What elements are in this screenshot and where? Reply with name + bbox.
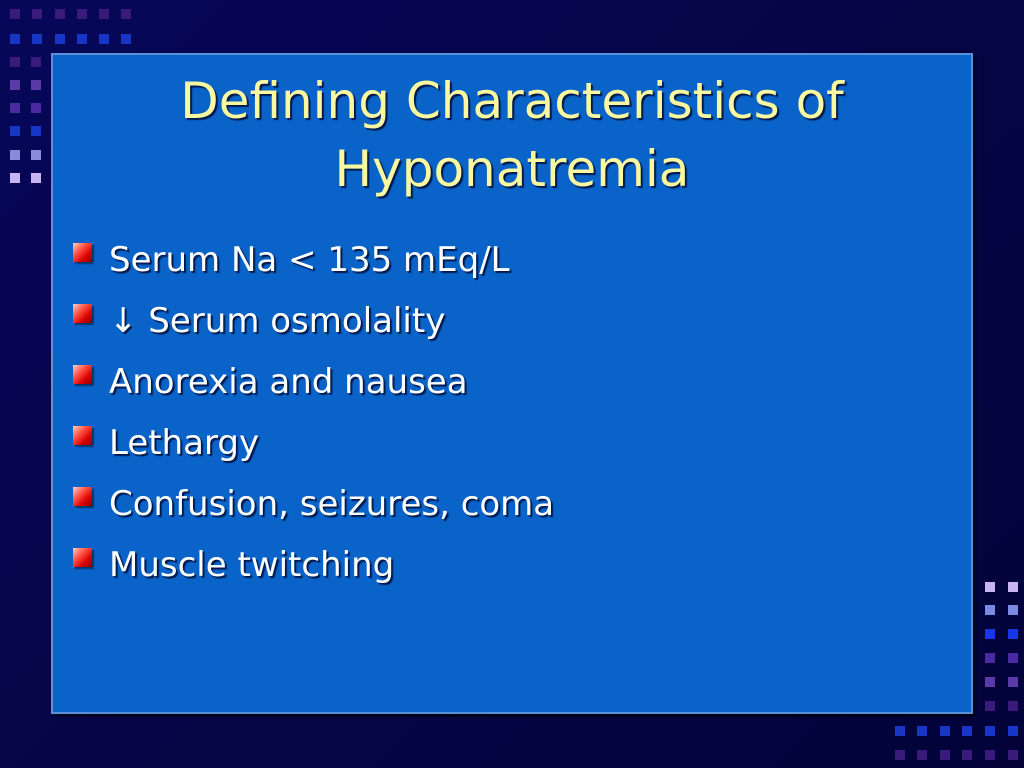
- decor-dot: [77, 9, 87, 19]
- decor-dot: [99, 34, 109, 44]
- red-square-bullet-icon: [73, 304, 92, 323]
- red-square-bullet-icon: [73, 548, 92, 567]
- slide-title: [55, 67, 969, 203]
- bullet-list: [73, 230, 554, 596]
- decor-dot: [31, 150, 41, 160]
- bullet-item: [73, 230, 554, 291]
- decor-dot: [121, 34, 131, 44]
- decor-dot: [31, 57, 41, 67]
- decor-dot: [31, 103, 41, 113]
- decor-dot: [895, 750, 905, 760]
- decor-dot: [940, 726, 950, 736]
- decor-dot: [10, 34, 20, 44]
- decor-dot: [985, 582, 995, 592]
- decor-dot: [1008, 605, 1018, 615]
- decor-dot: [77, 34, 87, 44]
- decor-dot: [917, 726, 927, 736]
- decor-dot: [32, 9, 42, 19]
- decor-dot: [10, 80, 20, 90]
- bullet-text: Muscle twitching: [109, 545, 395, 585]
- decor-dot: [31, 80, 41, 90]
- decor-dot: [31, 173, 41, 183]
- decor-dot: [1008, 653, 1018, 663]
- decor-dot: [55, 34, 65, 44]
- decor-dot: [1008, 677, 1018, 687]
- decor-dot: [895, 726, 905, 736]
- bullet-item: [73, 535, 554, 596]
- decor-dot: [1008, 701, 1018, 711]
- decor-dot: [985, 677, 995, 687]
- decor-dot: [10, 150, 20, 160]
- decor-dot: [985, 653, 995, 663]
- red-square-bullet-icon: [73, 426, 92, 445]
- bullet-item: [73, 352, 554, 413]
- decor-dot: [10, 57, 20, 67]
- bullet-item: [73, 291, 554, 352]
- red-square-bullet-icon: [73, 487, 92, 506]
- decor-dot: [10, 9, 20, 19]
- decor-dot: [985, 605, 995, 615]
- decor-dot: [940, 750, 950, 760]
- decor-dot: [10, 173, 20, 183]
- red-square-bullet-icon: [73, 365, 92, 384]
- bullet-item: [73, 474, 554, 535]
- bullet-text: ↓ Serum osmolality: [109, 301, 446, 341]
- slide-title-line-1: Defining Characteristics of: [180, 72, 844, 130]
- decor-dot: [1008, 629, 1018, 639]
- decor-dot: [985, 726, 995, 736]
- red-square-bullet-icon: [73, 243, 92, 262]
- bullet-item: [73, 413, 554, 474]
- bullet-text: Anorexia and nausea: [109, 362, 468, 402]
- decor-dot: [10, 103, 20, 113]
- decor-dot: [985, 750, 995, 760]
- decor-dot: [55, 9, 65, 19]
- decor-dot: [1008, 726, 1018, 736]
- decor-dot: [1008, 750, 1018, 760]
- decor-dot: [121, 9, 131, 19]
- decor-dot: [917, 750, 927, 760]
- bullet-text: Serum Na < 135 mEq/L: [109, 240, 510, 280]
- slide-title-line-2: Hyponatremia: [334, 140, 690, 198]
- decor-dot: [99, 9, 109, 19]
- slide-content-panel: [51, 53, 973, 714]
- decor-dot: [962, 726, 972, 736]
- bullet-text: Confusion, seizures, coma: [109, 484, 555, 524]
- bullet-text: Lethargy: [109, 423, 260, 463]
- decor-dot: [985, 701, 995, 711]
- decor-dot: [10, 126, 20, 136]
- decor-dot: [985, 629, 995, 639]
- decor-dot: [1008, 582, 1018, 592]
- decor-dot: [31, 126, 41, 136]
- decor-dot: [962, 750, 972, 760]
- decor-dot: [32, 34, 42, 44]
